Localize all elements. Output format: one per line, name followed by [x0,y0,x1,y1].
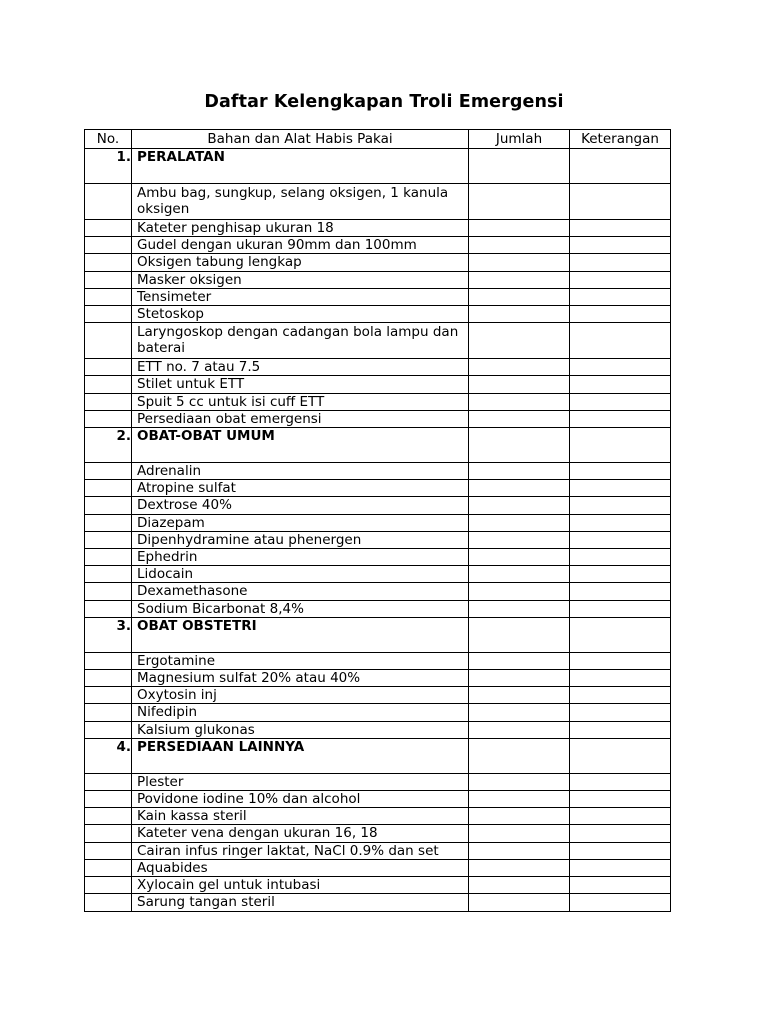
quantity-cell [469,808,570,825]
table-row [85,842,671,859]
section-heading: OBAT OBSTETRI [132,617,469,652]
row-number [85,288,132,305]
table-row [85,237,671,254]
row-number [85,704,132,721]
table-row [85,514,671,531]
table-row [85,808,671,825]
row-number [85,842,132,859]
item-name: Sarung tangan steril [132,894,469,911]
quantity-cell [469,359,570,376]
note-cell [570,376,671,393]
note-cell [570,877,671,894]
note-cell [570,583,671,600]
row-number [85,410,132,427]
table-row [85,220,671,237]
item-name: Sodium Bicarbonat 8,4% [132,600,469,617]
checklist-table [84,129,671,912]
item-name: Masker oksigen [132,271,469,288]
quantity-cell [469,376,570,393]
quantity-cell [469,323,570,359]
item-name: Ergotamine [132,652,469,669]
table-row [85,254,671,271]
table-row [85,704,671,721]
note-cell [570,271,671,288]
section-heading: PERALATAN [132,149,469,184]
row-number [85,480,132,497]
table-row [85,410,671,427]
item-name: Dipenhydramine atau phenergen [132,531,469,548]
note-cell [570,617,671,652]
note-cell [570,393,671,410]
row-number [85,237,132,254]
table-row [85,393,671,410]
note-cell [570,652,671,669]
note-cell [570,549,671,566]
row-number [85,514,132,531]
item-name: Spuit 5 cc untuk isi cuff ETT [132,393,469,410]
row-number [85,583,132,600]
note-cell [570,306,671,323]
row-number [85,497,132,514]
column-header-note: Keterangan [570,130,671,149]
quantity-cell [469,617,570,652]
row-number: 4. [85,738,132,773]
note-cell [570,323,671,359]
item-name: Ephedrin [132,549,469,566]
table-row [85,271,671,288]
note-cell [570,497,671,514]
note-cell [570,149,671,184]
item-name: Plester [132,773,469,790]
column-header-no: No. [85,130,132,149]
quantity-cell [469,670,570,687]
note-cell [570,721,671,738]
quantity-cell [469,721,570,738]
table-row [85,859,671,876]
item-name: Xylocain gel untuk intubasi [132,877,469,894]
row-number [85,721,132,738]
note-cell [570,514,671,531]
quantity-cell [469,704,570,721]
quantity-cell [469,894,570,911]
section-row [85,149,671,184]
table-row [85,825,671,842]
quantity-cell [469,773,570,790]
note-cell [570,791,671,808]
item-name: Oxytosin inj [132,687,469,704]
row-number [85,323,132,359]
row-number [85,220,132,237]
table-row [85,583,671,600]
row-number: 2. [85,428,132,463]
table-row [85,323,671,359]
quantity-cell [469,220,570,237]
table-row [85,288,671,305]
note-cell [570,773,671,790]
quantity-cell [469,687,570,704]
note-cell [570,738,671,773]
item-name: Dexamethasone [132,583,469,600]
note-cell [570,859,671,876]
row-number [85,376,132,393]
table-row [85,306,671,323]
table-row [85,652,671,669]
quantity-cell [469,566,570,583]
item-name: Cairan infus ringer laktat, NaCl 0.9% dan set [132,842,469,859]
quantity-cell [469,514,570,531]
item-name: Tensimeter [132,288,469,305]
item-name: ETT no. 7 atau 7.5 [132,359,469,376]
table-row [85,773,671,790]
row-number [85,463,132,480]
quantity-cell [469,791,570,808]
item-name: Laryngoskop dengan cadangan bola lampu dan baterai [132,323,469,359]
note-cell [570,894,671,911]
table-body [85,149,671,912]
note-cell [570,184,671,220]
quantity-cell [469,254,570,271]
item-name: Kateter penghisap ukuran 18 [132,220,469,237]
column-header-qty: Jumlah [469,130,570,149]
quantity-cell [469,149,570,184]
note-cell [570,237,671,254]
item-name: Lidocain [132,566,469,583]
quantity-cell [469,271,570,288]
note-cell [570,825,671,842]
table-row [85,687,671,704]
item-name: Aquabides [132,859,469,876]
table-row [85,877,671,894]
item-name: Magnesium sulfat 20% atau 40% [132,670,469,687]
section-row [85,617,671,652]
row-number [85,894,132,911]
table-header-row [85,130,671,149]
row-number [85,687,132,704]
note-cell [570,600,671,617]
row-number [85,791,132,808]
table-row [85,480,671,497]
quantity-cell [469,652,570,669]
quantity-cell [469,600,570,617]
table-row [85,549,671,566]
item-name: Stetoskop [132,306,469,323]
quantity-cell [469,288,570,305]
table-row [85,721,671,738]
row-number [85,773,132,790]
item-name: Dextrose 40% [132,497,469,514]
row-number [85,306,132,323]
quantity-cell [469,237,570,254]
item-name: Persediaan obat emergensi [132,410,469,427]
note-cell [570,670,671,687]
quantity-cell [469,306,570,323]
note-cell [570,842,671,859]
quantity-cell [469,549,570,566]
item-name: Kalsium glukonas [132,721,469,738]
row-number [85,825,132,842]
table-row [85,894,671,911]
row-number [85,254,132,271]
column-header-item: Bahan dan Alat Habis Pakai [132,130,469,149]
item-name: Kain kassa steril [132,808,469,825]
note-cell [570,359,671,376]
note-cell [570,288,671,305]
row-number [85,549,132,566]
quantity-cell [469,877,570,894]
row-number [85,531,132,548]
section-row [85,428,671,463]
row-number [85,859,132,876]
item-name: Kateter vena dengan ukuran 16, 18 [132,825,469,842]
quantity-cell [469,184,570,220]
row-number [85,652,132,669]
row-number: 3. [85,617,132,652]
item-name: Povidone iodine 10% dan alcohol [132,791,469,808]
note-cell [570,566,671,583]
quantity-cell [469,859,570,876]
quantity-cell [469,428,570,463]
item-name: Oksigen tabung lengkap [132,254,469,271]
item-name: Diazepam [132,514,469,531]
quantity-cell [469,842,570,859]
note-cell [570,254,671,271]
quantity-cell [469,497,570,514]
item-name: Ambu bag, sungkup, selang oksigen, 1 kanula oksigen [132,184,469,220]
section-heading: PERSEDIAAN LAINNYA [132,738,469,773]
section-heading: OBAT-OBAT UMUM [132,428,469,463]
row-number [85,877,132,894]
table-row [85,463,671,480]
item-name: Atropine sulfat [132,480,469,497]
item-name: Stilet untuk ETT [132,376,469,393]
row-number [85,359,132,376]
note-cell [570,480,671,497]
note-cell [570,687,671,704]
quantity-cell [469,825,570,842]
note-cell [570,808,671,825]
table-row [85,376,671,393]
quantity-cell [469,583,570,600]
quantity-cell [469,531,570,548]
page-title: Daftar Kelengkapan Troli Emergensi [204,92,564,112]
table-row [85,184,671,220]
note-cell [570,428,671,463]
item-name: Nifedipin [132,704,469,721]
table-row [85,497,671,514]
row-number [85,600,132,617]
table-row [85,600,671,617]
table-row [85,566,671,583]
item-name: Gudel dengan ukuran 90mm dan 100mm [132,237,469,254]
row-number: 1. [85,149,132,184]
row-number [85,670,132,687]
note-cell [570,463,671,480]
row-number [85,184,132,220]
item-name: Adrenalin [132,463,469,480]
table-row [85,791,671,808]
quantity-cell [469,480,570,497]
quantity-cell [469,393,570,410]
note-cell [570,531,671,548]
quantity-cell [469,738,570,773]
quantity-cell [469,463,570,480]
row-number [85,271,132,288]
quantity-cell [469,410,570,427]
note-cell [570,410,671,427]
row-number [85,393,132,410]
note-cell [570,704,671,721]
row-number [85,808,132,825]
table-row [85,531,671,548]
table-row [85,359,671,376]
note-cell [570,220,671,237]
row-number [85,566,132,583]
table-row [85,670,671,687]
section-row [85,738,671,773]
